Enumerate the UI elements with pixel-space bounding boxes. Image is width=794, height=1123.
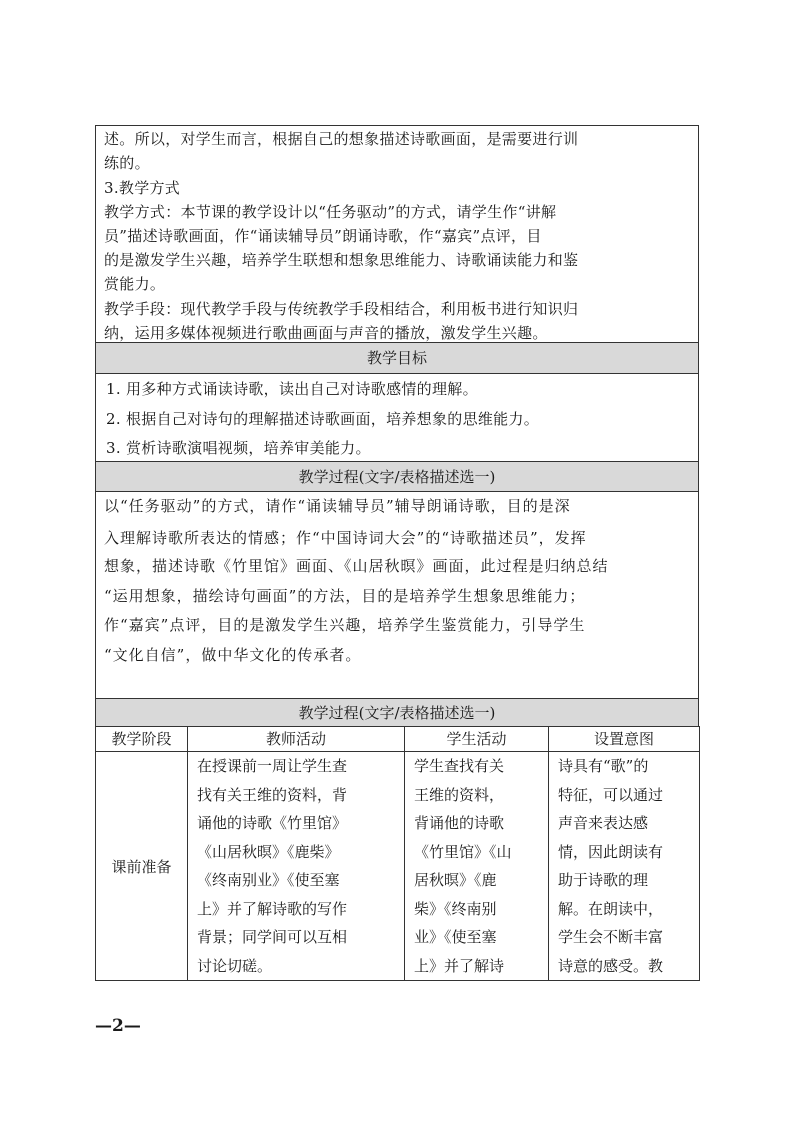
cell-line: 声音来表达感 <box>558 814 649 832</box>
cell-line: 背景；同学间可以互相 <box>197 928 348 946</box>
cell-line: 情，因此朗读有 <box>558 842 664 861</box>
intent-cell <box>549 752 700 981</box>
cell-line: 业》《使至塞 <box>414 928 497 946</box>
objectives-list <box>95 373 699 461</box>
cell-line: 学生会不断丰富 <box>558 928 664 946</box>
intro-line: 赏能力。 <box>104 275 166 293</box>
intro-line: 员”描述诗歌画面，作“诵读辅导员”朗诵诗歌，作“嘉宾”点评，目 <box>104 227 542 245</box>
stage-cell: 课前准备 <box>96 752 188 981</box>
process-text-title: 教学过程(文字/表格描述选一) <box>298 468 496 486</box>
process-text-header <box>95 461 699 491</box>
process-line: 以“任务驱动”的方式，请作“诵读辅导员”辅导朗诵诗歌，目的是深 <box>104 497 571 515</box>
column-header: 教师活动 <box>188 727 405 752</box>
cell-line: 《终南别业》《使至塞 <box>197 871 340 889</box>
process-table-header <box>95 698 699 726</box>
cell-line: 助于诗歌的理 <box>558 871 649 889</box>
column-header: 学生活动 <box>405 727 549 752</box>
student-activity-cell <box>405 752 549 981</box>
cell-line: 在授课前一周让学生查 <box>197 757 348 775</box>
objectives-header <box>95 342 699 373</box>
objective-item: 3. 赏析诗歌演唱视频，培养审美能力。 <box>106 439 371 457</box>
objective-item: 1. 用多种方式诵读诗歌，读出自己对诗歌感情的理解。 <box>106 380 478 398</box>
intro-line: 的是激发学生兴趣，培养学生联想和想象思维能力、诗歌诵读能力和鉴 <box>104 251 579 269</box>
objectives-title: 教学目标 <box>366 349 427 367</box>
process-line: 想象，描述诗歌《竹里馆》画面、《山居秋暝》画面，此过程是归纳总结 <box>104 557 609 575</box>
cell-line: 诵他的诗歌《竹里馆》 <box>197 814 348 832</box>
table-row <box>96 752 700 981</box>
process-line: “文化自信”，做中华文化的传承者。 <box>104 646 362 664</box>
cell-line: 王维的资料， <box>414 785 505 804</box>
cell-line: 学生查找有关 <box>414 757 505 775</box>
process-table <box>95 726 700 981</box>
intro-section <box>95 125 699 342</box>
cell-line: 上》并了解诗 <box>414 956 505 975</box>
cell-line: 诗具有“歌”的 <box>558 757 649 775</box>
process-line: 入理解诗歌所表达的情感；作“中国诗词大会”的“诗歌描述员”，发挥 <box>104 529 587 547</box>
table-header-row <box>96 727 700 752</box>
intro-line: 教学手段：现代教学手段与传统教学手段相结合，利用板书进行知识归 <box>104 300 579 318</box>
intro-line: 3.教学方式 <box>104 179 181 197</box>
intro-line: 述。所以，对学生而言，根据自己的想象描述诗歌画面，是需要进行训 <box>104 130 579 148</box>
intro-line: 教学方式：本节课的教学设计以“任务驱动”的方式，请学生作“讲解 <box>104 203 557 221</box>
cell-line: 柴》《终南别 <box>414 899 497 918</box>
teacher-activity-cell <box>188 752 405 981</box>
cell-line: 诗意的感受。教 <box>558 956 664 975</box>
intro-line: 纳，运用多媒体视频进行歌曲画面与声音的播放，激发学生兴趣。 <box>104 324 548 342</box>
process-line: 作“嘉宾”点评，目的是激发学生兴趣，培养学生鉴赏能力，引导学生 <box>104 616 586 634</box>
process-line: “运用想象，描绘诗句画面”的方法，目的是培养学生想象思维能力； <box>104 587 586 605</box>
cell-line: 解。在朗读中， <box>558 899 664 918</box>
cell-line: 讨论切磋。 <box>197 956 273 975</box>
process-text-body <box>95 491 699 698</box>
cell-line: 找有关王维的资料，背 <box>197 785 348 804</box>
cell-line: 背诵他的诗歌 <box>414 814 505 832</box>
page-number: —2— <box>95 1016 141 1036</box>
cell-line: 《竹里馆》《山 <box>414 842 512 861</box>
column-header: 教学阶段 <box>96 727 188 752</box>
cell-line: 《山居秋暝》《鹿柴》 <box>197 842 340 861</box>
cell-line: 上》并了解诗歌的写作 <box>197 899 348 918</box>
process-table-title: 教学过程(文字/表格描述选一) <box>298 704 496 722</box>
column-header: 设置意图 <box>549 727 700 752</box>
intro-line: 练的。 <box>104 154 150 172</box>
cell-line: 居秋暝》《鹿 <box>414 871 497 889</box>
objective-item: 2. 根据自己对诗句的理解描述诗歌画面，培养想象的思维能力。 <box>106 410 540 428</box>
cell-line: 特征，可以通过 <box>558 785 664 804</box>
